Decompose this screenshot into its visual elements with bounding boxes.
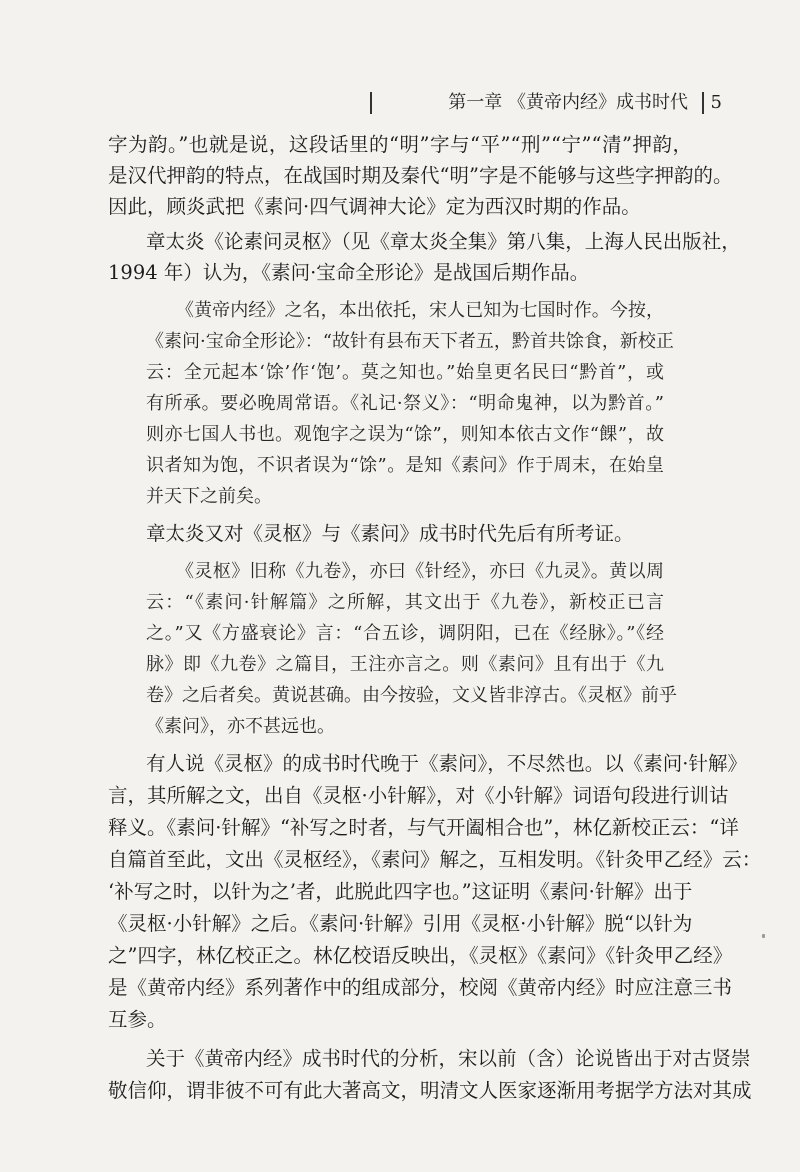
header-divider-right	[702, 92, 704, 114]
quote-line: 《灵枢》旧称《九卷》，亦曰《针经》，亦曰《九灵》。黄以周	[176, 561, 664, 582]
margin-mark	[762, 934, 765, 938]
body-line: 是汉代押韵的特点，在战国时期及秦代“明”字是不能够与这些字押韵的。	[108, 164, 733, 187]
quote-line: 并天下之前矣。	[146, 486, 272, 507]
quote-line: 《素问》，亦不甚远也。	[146, 716, 335, 737]
quote-line: 脉》即《九卷》之篇目，王注亦言之。则《素问》且有出于《九	[146, 654, 664, 675]
body-line: 章太炎《论素问灵枢》（见《章太炎全集》第八集，上海人民出版社，	[146, 230, 741, 253]
quote-line: 之。”又《方盛衰论》言：“合五诊，调阴阳，已在《经脉》。”《经	[146, 623, 664, 644]
quote-line: 则亦七国人书也。观饱字之误为“馀”，则知本依古文作“餜”，故	[146, 424, 664, 445]
quote-line: 《黄帝内经》之名，本出依托，宋人已知为七国时作。今按，	[176, 300, 664, 321]
body-line: 因此，顾炎武把《素问·四气调神大论》定为西汉时期的作品。	[108, 195, 641, 218]
running-head-text	[448, 88, 688, 118]
running-head	[0, 88, 800, 118]
header-divider-left	[370, 92, 372, 114]
body-line: 敬信仰，谓非彼不可有此大著高文，明清文人医家逐渐用考据学方法对其成	[108, 1079, 752, 1102]
body-line: 释义。《素问·针解》“补写之时者，与气开阖相合也”，林亿新校正云：“详	[108, 816, 739, 839]
body-line: 之”四字，林亿校正之。林亿校语反映出，《灵枢》《素问》《针灸甲乙经》	[108, 944, 733, 967]
body-line: 章太炎又对《灵枢》与《素问》成书时代先后有所考证。	[146, 522, 634, 545]
body-line: 字为韵。”也就是说，这段话里的“明”字与“平”“刑”“宁”“清”押韵，	[108, 133, 692, 156]
body-line: ‘补写之时，以针为之’者，此脱此四字也。”这证明《素问·针解》出于	[108, 880, 693, 903]
body-line: 1994 年）认为，《素问·宝命全形论》是战国后期作品。	[108, 261, 590, 284]
quote-line: 云：全元起本‘馀’作‘饱’。莫之知也。”始皇更名民曰“黔首”，或	[146, 362, 664, 383]
chapter-title: 《黄帝内经》成书时代	[508, 92, 688, 113]
quote-line: 《素问·宝命全形论》：“故针有县布天下者五，黔首共馀食，新校正	[146, 331, 674, 352]
body-line: 自篇首至此，文出《灵枢经》，《素问》解之，互相发明。《针灸甲乙经》云：	[108, 848, 762, 871]
body-line: 关于《黄帝内经》成书时代的分析，宋以前（含）论说皆出于对古贤崇	[146, 1047, 751, 1070]
quote-line: 云：“《素问·针解篇》之所解，其文出于《九卷》，新校正已言	[146, 592, 664, 613]
chapter-label: 第一章	[448, 92, 503, 113]
quote-line: 识者知为饱，不识者误为“馀”。是知《素问》作于周末，在始皇	[146, 455, 664, 476]
page-number: 5	[710, 92, 722, 113]
body-line: 有人说《灵枢》的成书时代晚于《素问》，不尽然也。以《素问·针解》	[146, 752, 747, 775]
quote-line: 卷》之后者矣。黄说甚确。由今按验，文义皆非淳古。《灵枢》前乎	[146, 685, 677, 706]
body-line: 言，其所解之文，出自《灵枢·小针解》，对《小针解》词语句段进行训诂	[108, 784, 729, 807]
body-line: 《灵枢·小针解》之后。《素问·针解》引用《灵枢·小针解》脱“以针为	[108, 912, 693, 935]
quote-line: 有所承。要必晚周常语。《礼记·祭义》：“明命鬼神，以为黔首。”	[146, 393, 664, 414]
body-line: 互参。	[108, 1008, 167, 1031]
body-line: 是《黄帝内经》系列著作中的组成部分，校阅《黄帝内经》时应注意三书	[108, 976, 733, 999]
